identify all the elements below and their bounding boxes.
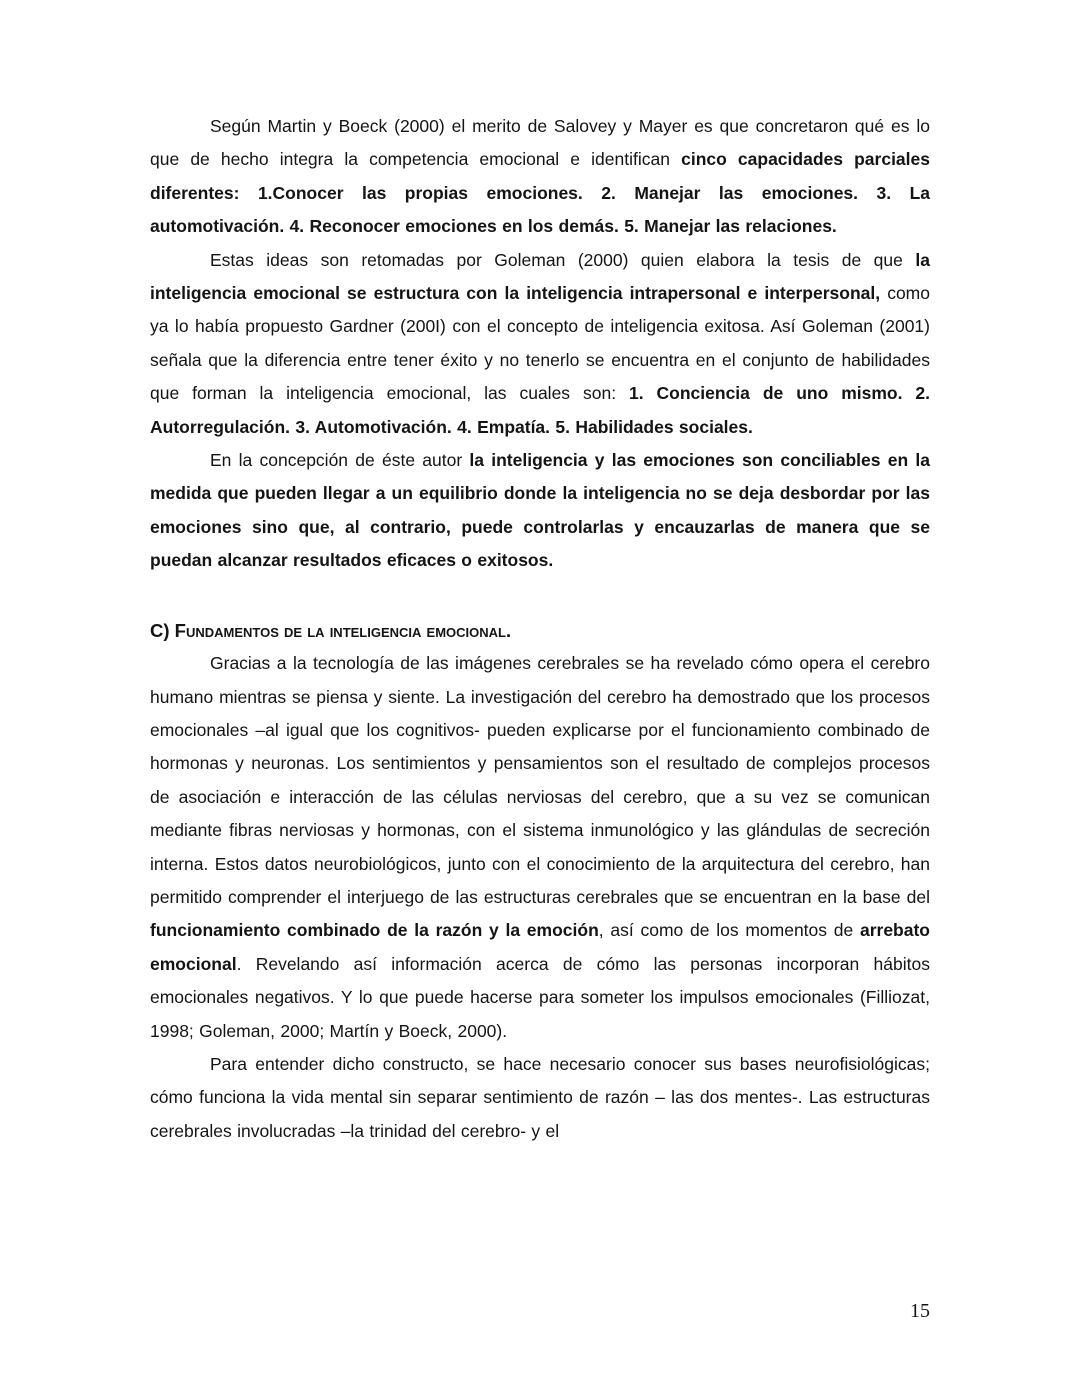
text-run-bold: la inteligencia y las emociones son conciliables en la medida que pueden llegar a un equilibrio donde la inteligencia no se deja desbordar por las emociones sino que, al contrario, puede controlarlas y encauzarlas de manera que se puedan alcanzar resultados eficaces o exitosos. [150,450,930,571]
text-run: Según Martin y Boeck (2000) el merito de Salovey y Mayer es que concretaron qué es lo que de hecho integra la competencia emocional e identifican [150,116,930,170]
paragraph [150,244,930,444]
text-run: Para entender dicho constructo, se hace necesario conocer sus bases neurofisiológicas; cómo funciona la vida mental sin separar sentimiento de razón – las dos mentes-. Las estructuras cerebrales involucradas –la trinidad del cerebro- y el [150,1053,930,1141]
text-run-bold: la inteligencia emocional se estructura con la inteligencia intrapersonal e interpersonal, [150,249,930,304]
paragraph [150,1048,930,1148]
text-run: , así como de los momentos de [598,920,860,941]
text-run: Estas ideas son retomadas por Goleman (2000) quien elabora la tesis de que [210,249,916,270]
text-run-bold: C) Fundamentos de la inteligencia emocional. [150,619,512,641]
text-run-bold: 1. Conciencia de uno mismo. 2. Autorregulación. 3. Automotivación. 4. Empatía. 5. Habilidades sociales. [150,383,930,437]
text-run: como ya lo había propuesto Gardner (200I) con el concepto de inteligencia exitosa. Así Goleman (2001) señala que la diferencia entre tener éxito y no tenerlo se encuentra en el conjunto de habilidades que forman la inteligencia emocional, las cuales son: [150,283,930,404]
text-run: . Revelando así información acerca de cómo las personas incorporan hábitos emocionales negativos. Y lo que puede hacerse para someter los impulsos emocionales (Filliozat, 1998; Goleman, 2000; Martín y Boeck, 2000). [150,953,930,1041]
paragraph [150,647,930,1048]
text-run-bold: funcionamiento combinado de la razón y la emoción [150,920,599,941]
paragraph [150,444,930,578]
text-run-bold: arrebato emocional [150,920,930,974]
text-run: En la concepción de éste autor [210,450,470,471]
document-body [150,110,930,1148]
page-number: 15 [910,1300,930,1322]
text-run-bold: cinco capacidades parciales diferentes: 1.Conocer las propias emociones. 2. Manejar las emociones. 3. La automotivación. 4. Reconocer emociones en los demás. 5. Manejar las relaciones. [150,149,930,237]
paragraph [150,110,930,244]
section-heading [150,614,930,647]
text-run: Gracias a la tecnología de las imágenes cerebrales se ha revelado cómo opera el cerebro humano mientras se piensa y siente. La investigación del cerebro ha demostrado que los procesos emocionales –al igual que los cognitivos- pueden explicarse por el funcionamiento combinado de hormonas y neuronas. Los sentimientos y pensamientos son el resultado de complejos procesos de asociación e interacción de las células nerviosas del cerebro, que a su vez se comunican mediante fibras nerviosas y hormonas, con el sistema inmunológico y las glándulas de secreción interna. Estos datos neurobiológicos, junto con el conocimiento de la arquitectura del cerebro, han permitido comprender el interjuego de las estructuras cerebrales que se encuentran en la base del [150,653,930,907]
